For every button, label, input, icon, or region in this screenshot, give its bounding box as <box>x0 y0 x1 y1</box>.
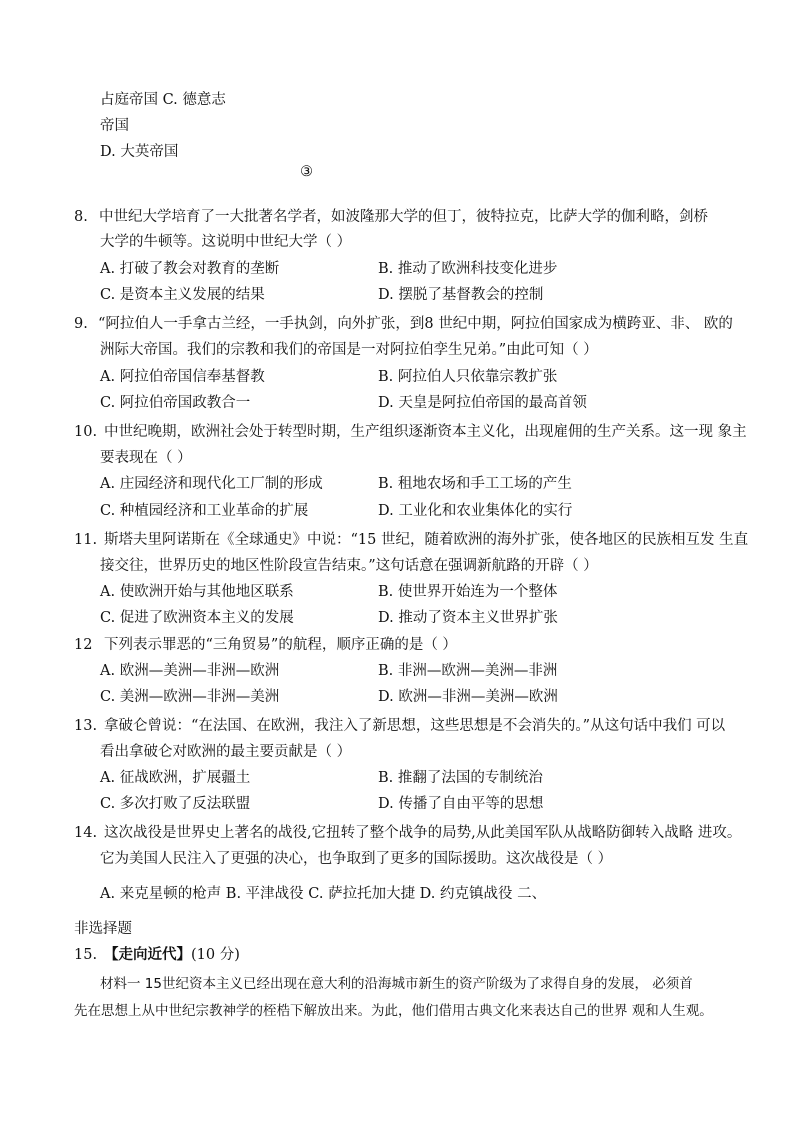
q11-option-a: A. 使欧洲开始与其他地区联系 <box>100 584 294 600</box>
q11-number: 11. <box>74 532 98 548</box>
q14-stem-line2: 它为美国人民注入了更强的决心，也争取到了更多的国际援助。这次战役是（ ） <box>100 851 613 867</box>
q9-option-d: D. 天皇是阿拉伯帝国的最高首领 <box>378 395 587 411</box>
q12-option-a: A. 欧洲—美洲—非洲—欧洲 <box>100 663 280 679</box>
q9-option-c: C. 阿拉伯帝国政教合一 <box>100 395 251 411</box>
q15-material-line2: 先在思想上从中世纪宗教神学的桎梏下解放出来。为此，他们借用古典文化来表达自己的世界 观和人生观。 <box>74 1003 713 1019</box>
q11-stem-line1: 斯塔夫里阿诺斯在《全球通史》中说：“15 世纪，随着欧洲的海外扩张，使各地区的民族相互发 生直 <box>104 532 749 548</box>
q8-number: 8. <box>74 209 88 225</box>
q10-option-a: A. 庄园经济和现代化工厂制的形成 <box>100 476 323 492</box>
q14-options: A. 来克星顿的枪声 B. 平津战役 C. 萨拉托加大捷 D. 约克镇战役 二、 <box>100 886 547 902</box>
q10-number: 10. <box>74 424 98 440</box>
q9-stem-line2: 洲际大帝国。我们的宗教和我们的帝国是一对阿拉伯孪生兄弟。”由此可知（ ） <box>100 342 598 358</box>
q10-option-b: B. 租地农场和手工工场的产生 <box>378 476 572 492</box>
q15-material-line1: 材料一 15世纪资本主义已经出现在意大利的沿海城市新生的资产阶级为了求得自身的发展， 必须首 <box>100 976 693 992</box>
q14-stem-line1: 这次战役是世界史上著名的战役,它扭转了整个战争的局势,从此美国军队从战略防御转入战略 进攻。 <box>104 825 742 841</box>
q8-option-a: A. 打破了教会对教育的垄断 <box>100 261 280 277</box>
q9-option-b: B. 阿拉伯人只依靠宗教扩张 <box>378 369 558 385</box>
q8-stem-line2: 大学的牛顿等。这说明中世纪大学（ ） <box>100 234 352 250</box>
q13-option-a: A. 征战欧洲，扩展疆土 <box>100 770 251 786</box>
top-line-1: 占庭帝国 C. 德意志 <box>100 92 226 108</box>
q10-stem-line2: 要表现在（ ） <box>100 450 192 466</box>
q14-number: 14. <box>74 825 98 841</box>
q12-stem-line1: 下列表示罪恶的“三角贸易”的航程，顺序正确的是（ ） <box>104 637 457 653</box>
q12-number: 12 <box>74 637 93 653</box>
q8-option-c: C. 是资本主义发展的结果 <box>100 287 265 303</box>
q9-option-a: A. 阿拉伯帝国信奉基督教 <box>100 369 265 385</box>
section-heading: 非选择题 <box>74 921 132 937</box>
q12-option-c: C. 美洲—欧洲—非洲—美洲 <box>100 689 280 705</box>
q12-option-d: D. 欧洲—非洲—美洲—欧洲 <box>378 689 558 705</box>
q15-score: (10 分) <box>191 947 240 963</box>
q15-title-text: 【走向近代】 <box>104 946 191 963</box>
q13-stem-line1: 拿破仑曾说：“在法国、在欧洲，我注入了新思想，这些思想是不会消失的。”从这句话中我们 可以 <box>104 718 726 734</box>
q10-option-d: D. 工业化和农业集体化的实行 <box>378 503 573 519</box>
top-line-2: 帝国 <box>100 118 129 134</box>
q13-option-c: C. 多次打败了反法联盟 <box>100 796 251 812</box>
q11-option-d: D. 推动了资本主义世界扩张 <box>378 610 558 626</box>
top-line-3: D. 大英帝国 <box>100 144 179 160</box>
q11-option-b: B. 使世界开始连为一个整体 <box>378 584 558 600</box>
q13-stem-line2: 看出拿破仑对欧洲的最主要贡献是（ ） <box>100 744 352 760</box>
q10-stem-line1: 中世纪晚期，欧洲社会处于转型时期，生产组织逐渐资本主义化，出现雇佣的生产关系。这一现 象主 <box>104 424 747 440</box>
q13-option-b: B. 推翻了法国的专制统治 <box>378 770 543 786</box>
q10-option-c: C. 种植园经济和工业革命的扩展 <box>100 503 309 519</box>
circle-number: ③ <box>300 164 313 180</box>
q8-stem-line1: 中世纪大学培育了一大批著名学者，如波隆那大学的但丁，彼特拉克，比萨大学的伽利略，剑桥 <box>99 209 708 225</box>
q12-option-b: B. 非洲—欧洲—美洲—非洲 <box>378 663 558 679</box>
q15-title <box>104 945 240 965</box>
q13-number: 13. <box>74 718 98 734</box>
q13-option-d: D. 传播了自由平等的思想 <box>378 796 544 812</box>
q8-option-b: B. 推动了欧洲科技变化进步 <box>378 261 558 277</box>
q9-number: 9. <box>74 316 88 332</box>
q15-number: 15. <box>74 947 98 963</box>
q11-stem-line2: 接交往，世界历史的地区性阶段宣告结束。”这句话意在强调新航路的开辟（ ） <box>100 558 598 574</box>
q11-option-c: C. 促进了欧洲资本主义的发展 <box>100 610 294 626</box>
q8-option-d: D. 摆脱了基督教会的控制 <box>378 287 544 303</box>
q9-stem-line1: “阿拉伯人一手拿古兰经，一手执剑，向外扩张，到8 世纪中期，阿拉伯国家成为横跨亚、非、 欧的 <box>98 316 733 332</box>
